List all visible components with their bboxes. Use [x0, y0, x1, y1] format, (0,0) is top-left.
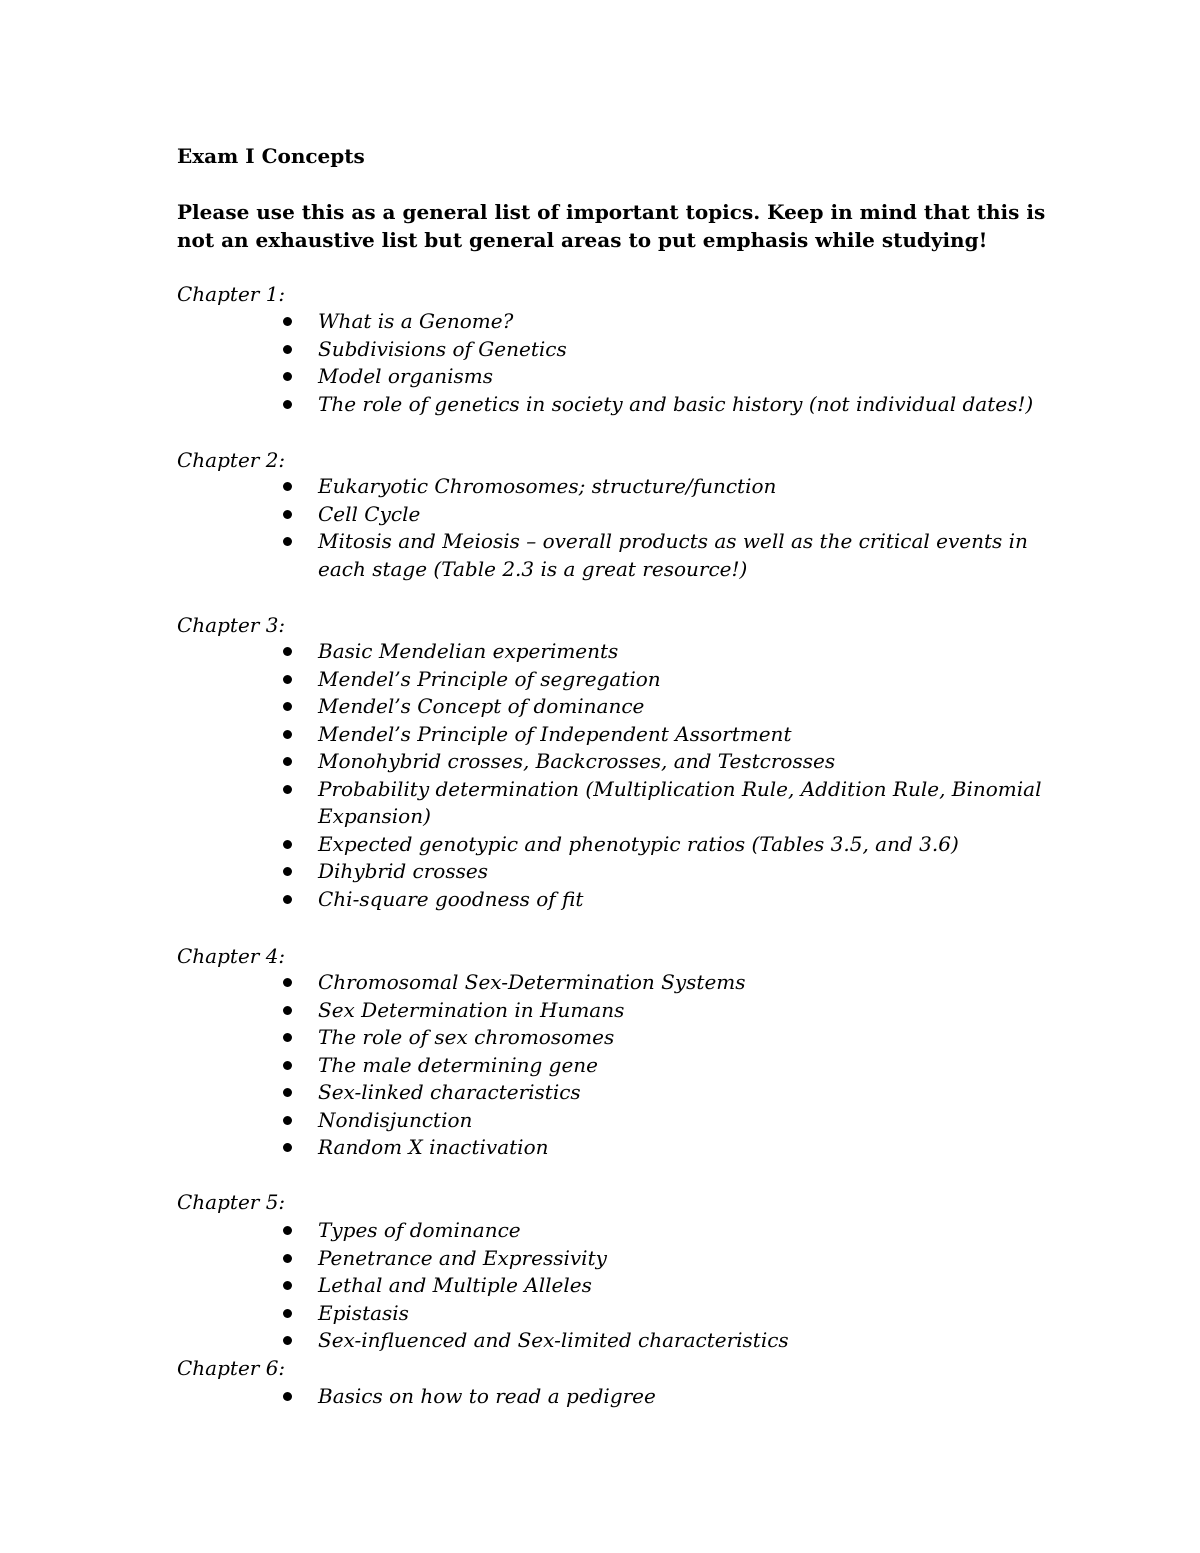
bullet-icon [283, 895, 292, 904]
bullet-icon [283, 1033, 292, 1042]
list-item [283, 666, 1041, 694]
bullet-icon [283, 1226, 292, 1235]
bullet-icon [283, 1281, 292, 1290]
bullet-icon [283, 647, 292, 656]
list-item [283, 776, 1041, 831]
list-item-text: The role of sex chromosomes [318, 1025, 615, 1049]
list-item [283, 969, 746, 997]
list-item [283, 1134, 746, 1162]
intro-line: Please use this as a general list of important topics. Keep in mind that this is [177, 200, 1046, 224]
list-item-text: Basics on how to read a pedigree [318, 1384, 656, 1408]
bullet-icon [283, 675, 292, 684]
bullet-icon [283, 345, 292, 354]
list-item [283, 363, 1033, 391]
bullet-icon [283, 482, 292, 491]
list-item [283, 501, 1028, 529]
chapter-heading-1: Chapter 1: [177, 282, 286, 306]
list-item [283, 1383, 656, 1411]
list-item [283, 391, 1033, 419]
list-item [283, 721, 1041, 749]
bullet-icon [283, 840, 292, 849]
bullet-icon [283, 1061, 292, 1070]
chapter-heading-2: Chapter 2: [177, 448, 286, 472]
list-item-text: The role of genetics in society and basic history (not individual dates!) [318, 391, 1034, 416]
list-item-text: Subdivisions of Genetics [318, 336, 567, 361]
chapter-4-list [283, 969, 746, 1162]
list-item [283, 1245, 789, 1273]
bullet-icon [283, 400, 292, 409]
list-item-text: Basic Mendelian experiments [318, 639, 619, 663]
list-item [283, 1272, 789, 1300]
bullet-icon [283, 730, 292, 739]
list-item-text: Cell Cycle [318, 501, 421, 526]
list-item-text: Penetrance and Expressivity [318, 1245, 607, 1270]
bullet-icon [283, 757, 292, 766]
list-item [283, 1327, 789, 1355]
list-item-text: Random X inactivation [318, 1135, 549, 1159]
bullet-icon [283, 510, 292, 519]
list-item-text: Types of dominance [318, 1218, 521, 1242]
chapter-1-list [283, 308, 1033, 418]
bullet-icon [283, 702, 292, 711]
bullet-icon [283, 537, 292, 546]
list-item [283, 336, 1033, 364]
list-item-text: Sex-linked characteristics [318, 1080, 581, 1104]
list-item-text: Expected genotypic and phenotypic ratios (Tables 3.5, and 3.6) [318, 831, 959, 856]
list-item-text: The male determining gene [318, 1052, 598, 1077]
list-item-text: Mendel’s Principle of Independent Assortment [318, 721, 792, 746]
list-item-text: Nondisjunction [318, 1107, 473, 1132]
list-item [283, 693, 1041, 721]
list-item-text: Lethal and Multiple Alleles [318, 1273, 592, 1297]
list-item [283, 997, 746, 1025]
bullet-icon [283, 1143, 292, 1152]
bullet-icon [283, 317, 292, 326]
list-item-text: Monohybrid crosses, Backcrosses, and Testcrosses [318, 749, 836, 773]
bullet-icon [283, 372, 292, 381]
intro-line: not an exhaustive list but general areas to put emphasis while studying! [177, 227, 988, 252]
chapter-heading-3: Chapter 3: [177, 613, 286, 637]
list-item [283, 1079, 746, 1107]
bullet-icon [283, 867, 292, 876]
list-item-text: Mitosis and Meiosis – overall products as well as the critical events in [318, 529, 1028, 553]
list-item-continuation: each stage (Table 2.3 is a great resource!) [318, 556, 748, 581]
list-item [283, 1217, 789, 1245]
chapter-heading-6: Chapter 6: [177, 1356, 286, 1380]
list-item [283, 886, 1041, 914]
list-item-text: Sex-influenced and Sex-limited characteristics [318, 1328, 789, 1352]
list-item [283, 748, 1041, 776]
list-item-text: Sex Determination in Humans [318, 997, 625, 1022]
list-item-continuation: Expansion) [318, 804, 431, 828]
list-item-text: Chi-square goodness of fit [318, 886, 584, 911]
bullet-icon [283, 1309, 292, 1318]
list-item-text: Dihybrid crosses [318, 859, 488, 883]
bullet-icon [283, 1336, 292, 1345]
intro-paragraph [177, 199, 1045, 254]
list-item-text: Mendel’s Principle of segregation [318, 666, 661, 691]
list-item [283, 638, 1041, 666]
chapter-5-list [283, 1217, 789, 1355]
chapter-heading-5: Chapter 5: [177, 1190, 286, 1214]
list-item-text: Epistasis [318, 1300, 409, 1325]
bullet-icon [283, 1006, 292, 1015]
list-item [283, 1052, 746, 1080]
list-item [283, 1024, 746, 1052]
bullet-icon [283, 978, 292, 987]
list-item-text: Chromosomal Sex-Determination Systems [318, 970, 746, 994]
list-item [283, 308, 1033, 336]
list-item-text: Probability determination (Multiplication Rule, Addition Rule, Binomial [318, 776, 1042, 801]
list-item [283, 1107, 746, 1135]
list-item [283, 473, 1028, 501]
list-item-text: What is a Genome? [318, 309, 514, 333]
list-item [283, 831, 1041, 859]
chapter-6-list [283, 1383, 656, 1411]
bullet-icon [283, 1392, 292, 1401]
bullet-icon [283, 1116, 292, 1125]
bullet-icon [283, 785, 292, 794]
list-item [283, 858, 1041, 886]
list-item [283, 1300, 789, 1328]
list-item [283, 528, 1028, 583]
list-item-text: Eukaryotic Chromosomes; structure/function [318, 474, 777, 498]
list-item-text: Mendel’s Concept of dominance [318, 694, 645, 718]
bullet-icon [283, 1254, 292, 1263]
chapter-heading-4: Chapter 4: [177, 944, 286, 968]
chapter-3-list [283, 638, 1041, 913]
list-item-text: Model organisms [318, 364, 494, 388]
chapter-2-list [283, 473, 1028, 583]
page-title: Exam I Concepts [177, 144, 365, 168]
bullet-icon [283, 1088, 292, 1097]
